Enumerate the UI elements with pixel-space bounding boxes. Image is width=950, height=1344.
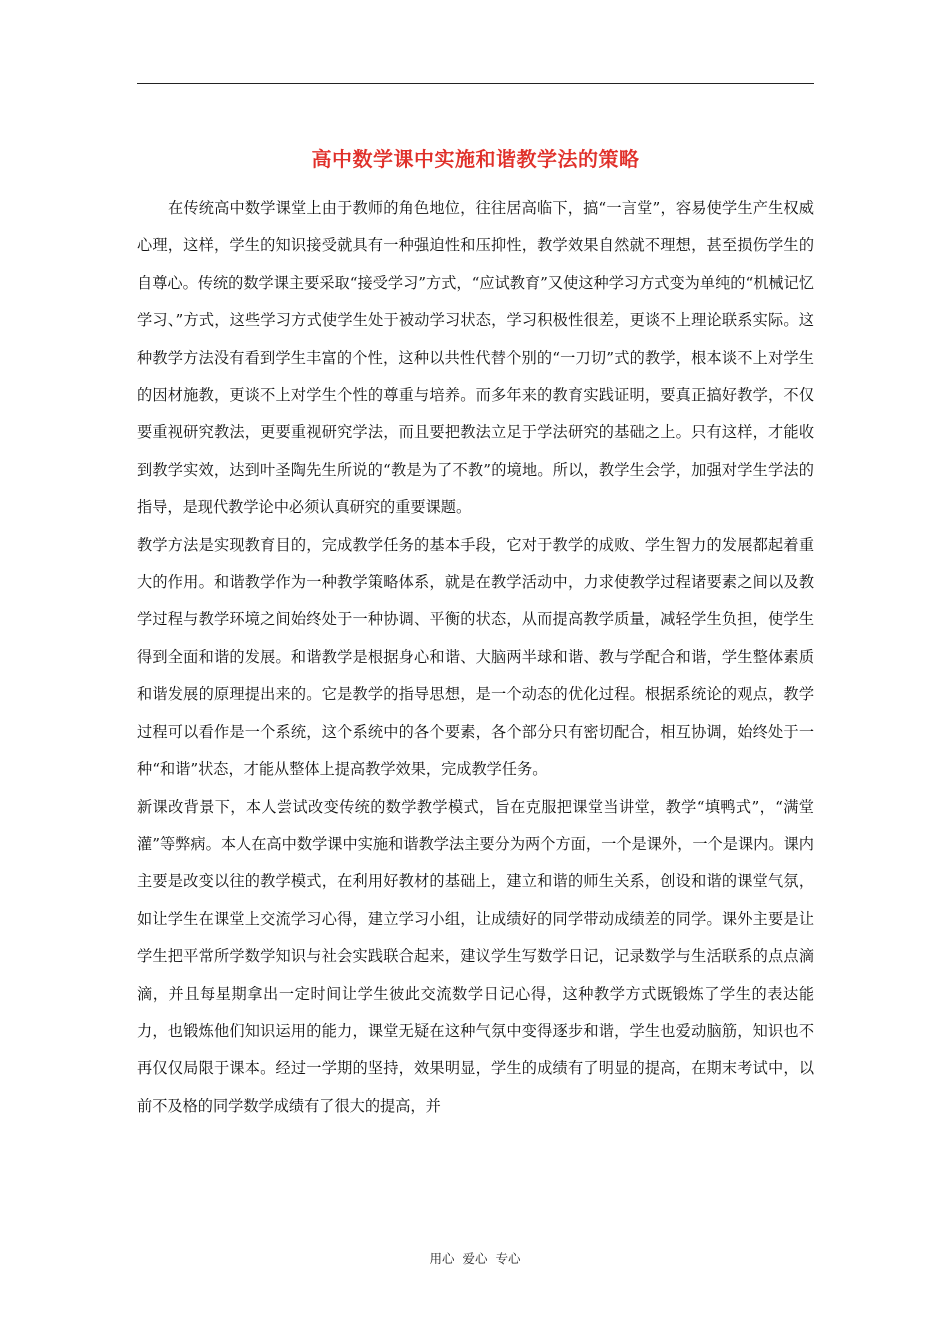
paragraph-3: 新课改背景下，本人尝试改变传统的数学教学模式，旨在克服把课堂当讲堂，教学“填鸭式”，“满堂灌”等弊病。本人在高中数学课中实施和谐教学法主要分为两个方面，一个是课外，一个是课内。课内主要是改变以往的教学模式，在利用好教材的基础上，建立和谐的师生关系，创设和谐的课堂气氛，如让学生在课堂上交流学习心得，建立学习小组，让成绩好的同学带动成绩差的同学。课外主要是让学生把平常所学数学知识与社会实践联合起来，建议学生写数学日记，记录数学与生活联系的点点滴滴，并且每星期拿出一定时间让学生彼此交流数学日记心得，这种教学方式既锻炼了学生的表达能力，也锻炼他们知识运用的能力，课堂无疑在这种气氛中变得逐步和谐，学生也爱动脑筋，知识也不再仅仅局限于课本。经过一学期的坚持，效果明显，学生的成绩有了明显的提高，在期末考试中，以前不及格的同学数学成绩有了很大的提高，并 xyxy=(137,797,814,1115)
page-footer xyxy=(0,1249,950,1267)
header-rule xyxy=(137,83,814,84)
paragraph-2: 教学方法是实现教育目的，完成教学任务的基本手段，它对于教学的成败、学生智力的发展都起着重大的作用。和谐教学作为一种教学策略体系，就是在教学活动中，力求使教学过程诸要素之间以及教学过程与教学环境之间始终处于一种协调、平衡的状态，从而提高教学质量，减轻学生负担，使学生得到全面和谐的发展。和谐教学是根据身心和谐、大脑两半球和谐、教与学配合和谐，学生整体素质和谐发展的原理提出来的。它是教学的指导思想，是一个动态的优化过程。根据系统论的观点，教学过程可以看作是一个系统，这个系统中的各个要素，各个部分只有密切配合，相互协调，始终处于一种“和谐”状态，才能从整体上提高教学效果，完成教学任务。 xyxy=(137,535,814,779)
paragraph-1: 在传统高中数学课堂上由于教师的角色地位，往往居高临下，搞“一言堂”，容易使学生产生权威心理，这样，学生的知识接受就具有一种强迫性和压抑性，教学效果自然就不理想，甚至损伤学生的自尊心。传统的数学课主要采取“接受学习”方式，“应试教育”又使这种学习方式变为单纯的“机械记忆学习、”方式，这些学习方式使学生处于被动学习状态，学习积极性很差，更谈不上理论联系实际。这种教学方法没有看到学生丰富的个性，这种以共性代替个别的“一刀切”式的教学，根本谈不上对学生的因材施教，更谈不上对学生个性的尊重与培养。而多年来的教育实践证明，要真正搞好教学，不仅要重视研究教法，更要重视研究学法，而且要把教法立足于学法研究的基础之上。只有这样，才能收到教学实效，达到叶圣陶先生所说的“教是为了不教”的境地。所以，教学生会学，加强对学生学法的指导，是现代教学论中必须认真研究的重要课题。 xyxy=(137,199,814,517)
document-title: 高中数学课中实施和谐教学法的策略 xyxy=(311,147,640,171)
footer-text: 用心 爱心 专心 xyxy=(429,1251,521,1266)
document-body xyxy=(137,190,814,1125)
